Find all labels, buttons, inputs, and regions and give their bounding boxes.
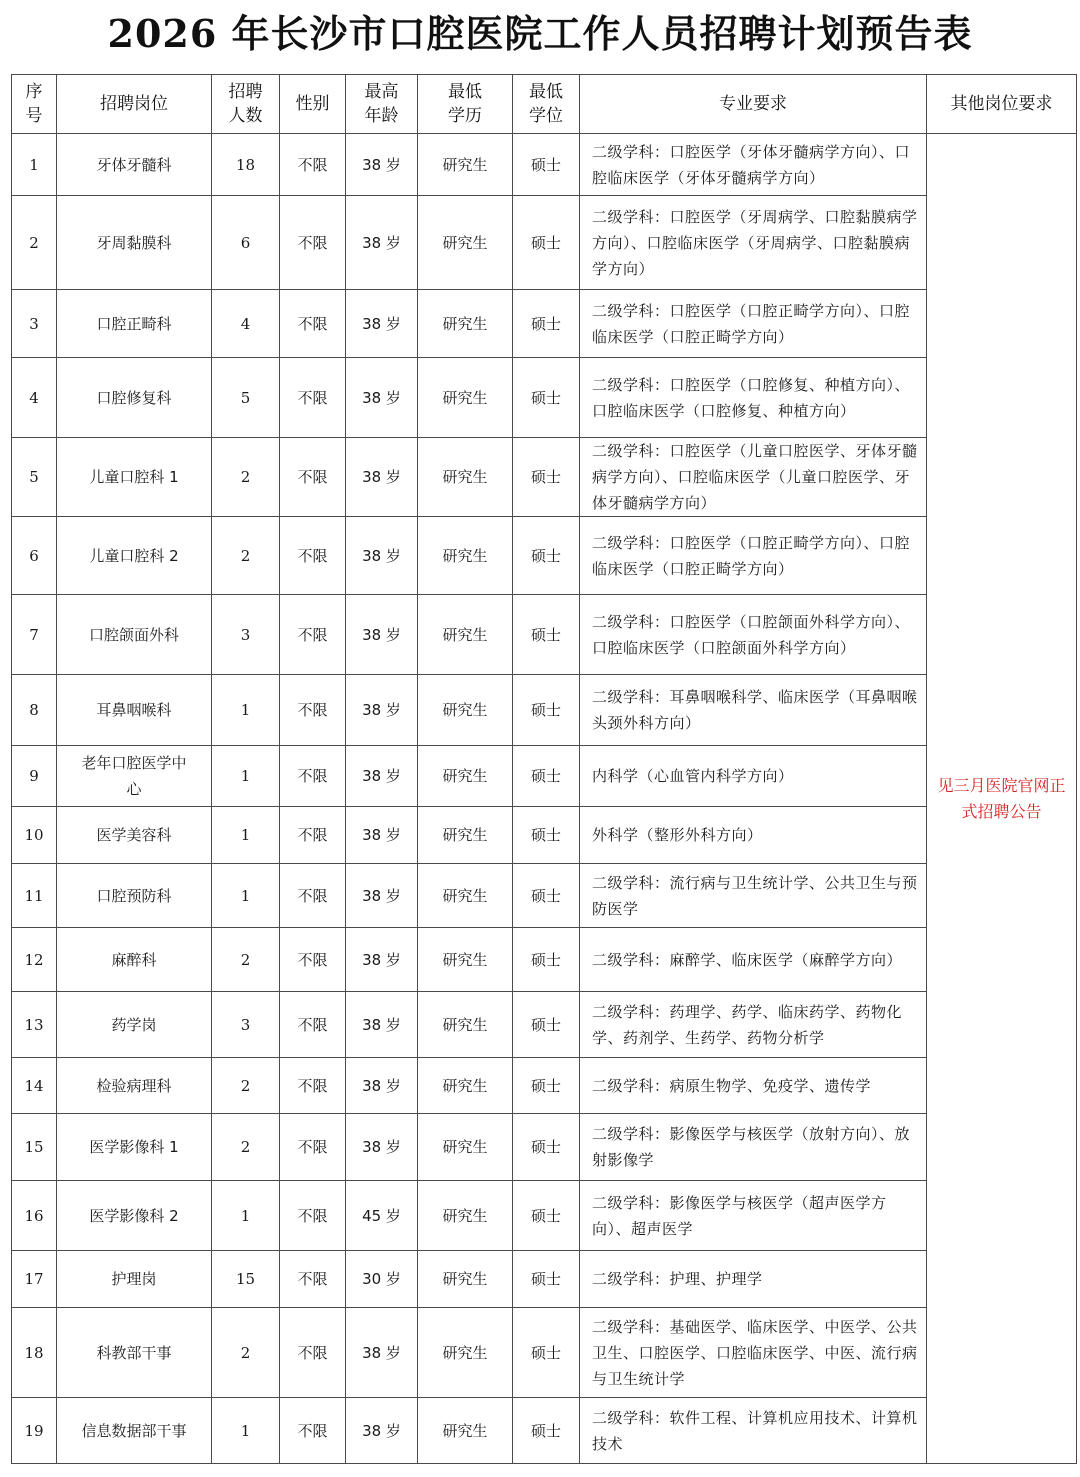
- cell-major: 二级学科：口腔医学（口腔修复、种植方向）、口腔临床医学（口腔修复、种植方向）: [580, 358, 927, 438]
- cell-age: 38 岁: [346, 746, 418, 807]
- cell-seq: 16: [12, 1181, 57, 1251]
- cell-education: 研究生: [418, 928, 513, 992]
- cell-age: 30 岁: [346, 1251, 418, 1308]
- cell-major: 二级学科：口腔医学（儿童口腔医学、牙体牙髓病学方向）、口腔临床医学（儿童口腔医学、牙体牙髓病学方向）: [580, 438, 927, 517]
- header-education: 最低学历: [418, 75, 513, 134]
- cell-seq: 13: [12, 992, 57, 1058]
- cell-age: 38 岁: [346, 1114, 418, 1181]
- cell-degree: 硕士: [513, 1114, 580, 1181]
- table-row: [12, 1114, 1077, 1181]
- cell-position: 医学影像科 2: [57, 1181, 212, 1251]
- cell-education: 研究生: [418, 438, 513, 517]
- cell-degree: 硕士: [513, 1398, 580, 1464]
- page-title: 2026 年长沙市口腔医院工作人员招聘计划预告表: [107, 11, 973, 56]
- table-row: [12, 807, 1077, 864]
- cell-position: 麻醉科: [57, 928, 212, 992]
- cell-seq: 4: [12, 358, 57, 438]
- cell-position: 信息数据部干事: [57, 1398, 212, 1464]
- cell-count: 2: [212, 438, 280, 517]
- cell-education: 研究生: [418, 134, 513, 196]
- cell-gender: 不限: [280, 1398, 346, 1464]
- cell-count: 15: [212, 1251, 280, 1308]
- cell-seq: 14: [12, 1058, 57, 1114]
- cell-count: 1: [212, 675, 280, 746]
- cell-seq: 18: [12, 1308, 57, 1398]
- cell-degree: 硕士: [513, 992, 580, 1058]
- cell-gender: 不限: [280, 928, 346, 992]
- cell-education: 研究生: [418, 1058, 513, 1114]
- cell-degree: 硕士: [513, 746, 580, 807]
- table-row: [12, 517, 1077, 595]
- cell-gender: 不限: [280, 807, 346, 864]
- cell-education: 研究生: [418, 290, 513, 358]
- cell-count: 4: [212, 290, 280, 358]
- cell-major: 二级学科：耳鼻咽喉科学、临床医学（耳鼻咽喉头颈外科方向）: [580, 675, 927, 746]
- cell-gender: 不限: [280, 1058, 346, 1114]
- cell-other-requirement: 见三月医院官网正式招聘公告: [927, 134, 1077, 1464]
- header-position: 招聘岗位: [57, 75, 212, 134]
- cell-degree: 硕士: [513, 1308, 580, 1398]
- cell-position: 耳鼻咽喉科: [57, 675, 212, 746]
- cell-position: 牙周黏膜科: [57, 196, 212, 290]
- cell-count: 1: [212, 746, 280, 807]
- cell-count: 2: [212, 1058, 280, 1114]
- cell-seq: 6: [12, 517, 57, 595]
- header-count: 招聘人数: [212, 75, 280, 134]
- cell-degree: 硕士: [513, 134, 580, 196]
- table-row: [12, 675, 1077, 746]
- cell-gender: 不限: [280, 1308, 346, 1398]
- cell-count: 1: [212, 1398, 280, 1464]
- cell-position: 医学美容科: [57, 807, 212, 864]
- cell-gender: 不限: [280, 290, 346, 358]
- cell-seq: 17: [12, 1251, 57, 1308]
- cell-count: 2: [212, 517, 280, 595]
- header-degree: 最低学位: [513, 75, 580, 134]
- cell-education: 研究生: [418, 864, 513, 928]
- cell-major: 二级学科：口腔医学（口腔颌面外科学方向）、口腔临床医学（口腔颌面外科学方向）: [580, 595, 927, 675]
- cell-degree: 硕士: [513, 864, 580, 928]
- cell-major: 二级学科：病原生物学、免疫学、遗传学: [580, 1058, 927, 1114]
- cell-age: 38 岁: [346, 864, 418, 928]
- cell-count: 6: [212, 196, 280, 290]
- table-row: [12, 864, 1077, 928]
- cell-count: 2: [212, 1114, 280, 1181]
- table-row: [12, 595, 1077, 675]
- cell-age: 45 岁: [346, 1181, 418, 1251]
- cell-gender: 不限: [280, 134, 346, 196]
- cell-gender: 不限: [280, 1114, 346, 1181]
- cell-seq: 9: [12, 746, 57, 807]
- cell-degree: 硕士: [513, 928, 580, 992]
- cell-count: 3: [212, 992, 280, 1058]
- cell-position: 科教部干事: [57, 1308, 212, 1398]
- table-row: [12, 1308, 1077, 1398]
- table-body: [12, 134, 1077, 1464]
- cell-age: 38 岁: [346, 928, 418, 992]
- cell-seq: 7: [12, 595, 57, 675]
- table-row: [12, 358, 1077, 438]
- cell-position: 药学岗: [57, 992, 212, 1058]
- cell-seq: 1: [12, 134, 57, 196]
- cell-major: 二级学科：护理、护理学: [580, 1251, 927, 1308]
- cell-seq: 2: [12, 196, 57, 290]
- cell-gender: 不限: [280, 196, 346, 290]
- cell-seq: 3: [12, 290, 57, 358]
- header-gender: 性别: [280, 75, 346, 134]
- cell-age: 38 岁: [346, 1398, 418, 1464]
- cell-gender: 不限: [280, 1181, 346, 1251]
- cell-seq: 10: [12, 807, 57, 864]
- table-row: [12, 196, 1077, 290]
- cell-age: 38 岁: [346, 134, 418, 196]
- cell-seq: 15: [12, 1114, 57, 1181]
- cell-major: 二级学科：口腔医学（口腔正畸学方向）、口腔临床医学（口腔正畸学方向）: [580, 517, 927, 595]
- cell-count: 2: [212, 928, 280, 992]
- cell-degree: 硕士: [513, 675, 580, 746]
- cell-degree: 硕士: [513, 196, 580, 290]
- cell-education: 研究生: [418, 807, 513, 864]
- cell-education: 研究生: [418, 196, 513, 290]
- table-row: [12, 1181, 1077, 1251]
- header-age: 最高年龄: [346, 75, 418, 134]
- cell-count: 5: [212, 358, 280, 438]
- cell-position: 儿童口腔科 1: [57, 438, 212, 517]
- cell-age: 38 岁: [346, 196, 418, 290]
- cell-age: 38 岁: [346, 675, 418, 746]
- cell-position: 口腔修复科: [57, 358, 212, 438]
- cell-major: 二级学科：口腔医学（牙体牙髓病学方向）、口腔临床医学（牙体牙髓病学方向）: [580, 134, 927, 196]
- cell-count: 2: [212, 1308, 280, 1398]
- cell-count: 1: [212, 1181, 280, 1251]
- cell-count: 1: [212, 807, 280, 864]
- cell-degree: 硕士: [513, 438, 580, 517]
- header-other: 其他岗位要求: [927, 75, 1077, 134]
- cell-gender: 不限: [280, 517, 346, 595]
- table-row: [12, 1398, 1077, 1464]
- table-row: [12, 746, 1077, 807]
- cell-education: 研究生: [418, 1398, 513, 1464]
- cell-major: 二级学科：影像医学与核医学（放射方向）、放射影像学: [580, 1114, 927, 1181]
- cell-position: 医学影像科 1: [57, 1114, 212, 1181]
- cell-seq: 5: [12, 438, 57, 517]
- cell-degree: 硕士: [513, 1058, 580, 1114]
- cell-age: 38 岁: [346, 290, 418, 358]
- cell-gender: 不限: [280, 992, 346, 1058]
- cell-gender: 不限: [280, 746, 346, 807]
- cell-degree: 硕士: [513, 517, 580, 595]
- table-row: [12, 928, 1077, 992]
- cell-count: 1: [212, 864, 280, 928]
- cell-major: 二级学科：麻醉学、临床医学（麻醉学方向）: [580, 928, 927, 992]
- cell-position: 护理岗: [57, 1251, 212, 1308]
- cell-education: 研究生: [418, 746, 513, 807]
- cell-count: 3: [212, 595, 280, 675]
- table-row: [12, 438, 1077, 517]
- cell-education: 研究生: [418, 517, 513, 595]
- cell-education: 研究生: [418, 1114, 513, 1181]
- cell-education: 研究生: [418, 1181, 513, 1251]
- cell-gender: 不限: [280, 438, 346, 517]
- cell-age: 38 岁: [346, 807, 418, 864]
- cell-age: 38 岁: [346, 992, 418, 1058]
- cell-education: 研究生: [418, 358, 513, 438]
- cell-degree: 硕士: [513, 1251, 580, 1308]
- cell-major: 二级学科：影像医学与核医学（超声医学方向）、超声医学: [580, 1181, 927, 1251]
- cell-education: 研究生: [418, 595, 513, 675]
- cell-major: 二级学科：药理学、药学、临床药学、药物化学、药剂学、生药学、药物分析学: [580, 992, 927, 1058]
- cell-gender: 不限: [280, 595, 346, 675]
- cell-position: 老年口腔医学中心: [57, 746, 212, 807]
- cell-age: 38 岁: [346, 517, 418, 595]
- cell-position: 牙体牙髓科: [57, 134, 212, 196]
- cell-gender: 不限: [280, 864, 346, 928]
- header-major: 专业要求: [580, 75, 927, 134]
- cell-gender: 不限: [280, 358, 346, 438]
- cell-education: 研究生: [418, 675, 513, 746]
- cell-degree: 硕士: [513, 1181, 580, 1251]
- cell-age: 38 岁: [346, 595, 418, 675]
- cell-age: 38 岁: [346, 358, 418, 438]
- cell-seq: 12: [12, 928, 57, 992]
- cell-seq: 11: [12, 864, 57, 928]
- table-row: [12, 290, 1077, 358]
- cell-major: 二级学科：口腔医学（牙周病学、口腔黏膜病学方向）、口腔临床医学（牙周病学、口腔黏膜病学方向）: [580, 196, 927, 290]
- cell-major: 二级学科：基础医学、临床医学、中医学、公共卫生、口腔医学、口腔临床医学、中医、流行病与卫生统计学: [580, 1308, 927, 1398]
- cell-seq: 8: [12, 675, 57, 746]
- cell-major: 二级学科：流行病与卫生统计学、公共卫生与预防医学: [580, 864, 927, 928]
- recruitment-plan-table: [11, 74, 1077, 1464]
- cell-education: 研究生: [418, 992, 513, 1058]
- cell-degree: 硕士: [513, 358, 580, 438]
- cell-major: 二级学科：口腔医学（口腔正畸学方向）、口腔临床医学（口腔正畸学方向）: [580, 290, 927, 358]
- cell-major: 内科学（心血管内科学方向）: [580, 746, 927, 807]
- cell-age: 38 岁: [346, 438, 418, 517]
- cell-position: 检验病理科: [57, 1058, 212, 1114]
- cell-position: 口腔正畸科: [57, 290, 212, 358]
- cell-degree: 硕士: [513, 595, 580, 675]
- cell-position: 口腔预防科: [57, 864, 212, 928]
- cell-age: 38 岁: [346, 1058, 418, 1114]
- cell-age: 38 岁: [346, 1308, 418, 1398]
- header-seq: 序号: [12, 75, 57, 134]
- cell-major: 二级学科：软件工程、计算机应用技术、计算机技术: [580, 1398, 927, 1464]
- table-row: [12, 1058, 1077, 1114]
- table-row: [12, 1251, 1077, 1308]
- cell-education: 研究生: [418, 1308, 513, 1398]
- cell-education: 研究生: [418, 1251, 513, 1308]
- cell-position: 口腔颌面外科: [57, 595, 212, 675]
- cell-seq: 19: [12, 1398, 57, 1464]
- cell-gender: 不限: [280, 1251, 346, 1308]
- cell-position: 儿童口腔科 2: [57, 517, 212, 595]
- cell-count: 18: [212, 134, 280, 196]
- cell-major: 外科学（整形外科方向）: [580, 807, 927, 864]
- cell-degree: 硕士: [513, 807, 580, 864]
- table-header-row: [12, 75, 1077, 134]
- table-row: [12, 992, 1077, 1058]
- table-row: [12, 134, 1077, 196]
- cell-degree: 硕士: [513, 290, 580, 358]
- cell-gender: 不限: [280, 675, 346, 746]
